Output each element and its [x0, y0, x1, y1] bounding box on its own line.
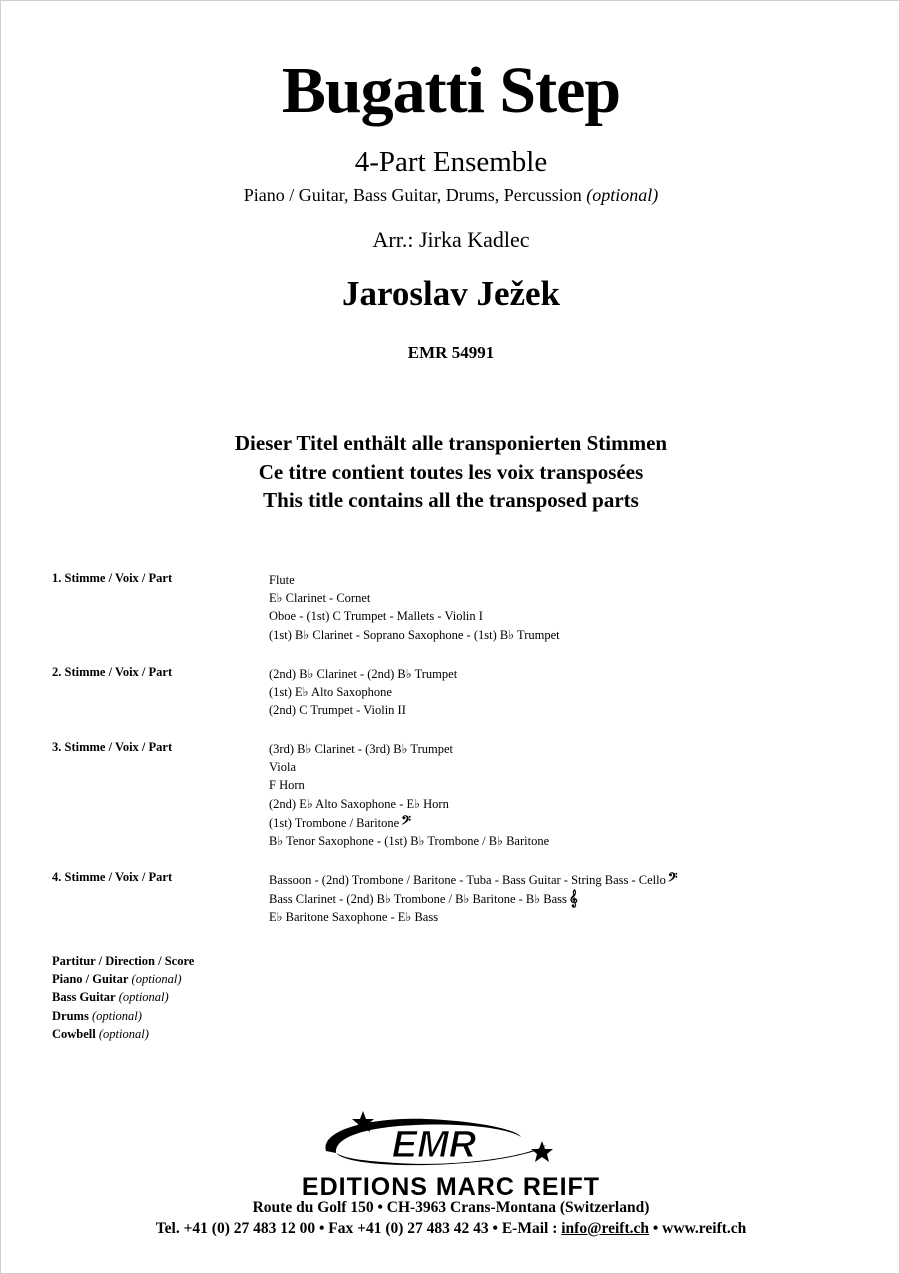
extra-item	[52, 1025, 194, 1043]
extra-parts-list	[52, 952, 194, 1043]
part-line: Bassoon - (2nd) Trombone / Baritone - Tuba - Bass Guitar - String Bass - Cello	[269, 873, 666, 887]
part-line: (3rd) B♭ Clarinet - (3rd) B♭ Trumpet	[269, 742, 453, 756]
emr-logo	[306, 1109, 566, 1175]
bass-clef-icon: 𝄢	[401, 812, 411, 831]
optional-note: (optional)	[91, 1008, 142, 1023]
optional-note: (optional)	[118, 990, 169, 1005]
optional-note: (optional)	[98, 1026, 149, 1041]
notice-line-en: This title contains all the transposed parts	[263, 488, 639, 512]
treble-clef-icon: 𝄞	[568, 889, 578, 908]
instrumentation-line	[1, 185, 900, 206]
part-1-label: 1. Stimme / Voix / Part	[52, 571, 173, 585]
composer-name: Jaroslav Ježek	[341, 274, 561, 313]
page-title: Bugatti Step	[281, 54, 621, 127]
contact-phone-fax: Tel. +41 (0) 27 483 12 00 • Fax +41 (0) 27 483 42 43 • E-Mail :	[155, 1220, 558, 1237]
extra-item-label: Cowbell	[52, 1026, 96, 1041]
part-2-label: 2. Stimme / Voix / Part	[52, 665, 173, 679]
part-4-instruments	[269, 870, 678, 927]
notice-line-fr: Ce titre contient toutes les voix transposées	[258, 459, 644, 484]
part-line: Oboe - (1st) C Trumpet - Mallets - Violin I	[269, 609, 483, 624]
part-1-instruments	[269, 571, 560, 644]
publisher-contact	[1, 1220, 900, 1238]
part-line: E♭ Clarinet - Cornet	[269, 591, 371, 606]
part-line: (2nd) C Trumpet - Violin II	[269, 703, 406, 718]
part-line: F Horn	[269, 778, 305, 793]
part-line: Bass Clarinet - (2nd) B♭ Trombone / B♭ Baritone - B♭ Bass	[269, 892, 567, 907]
part-line: E♭ Baritone Saxophone - E♭ Bass	[269, 910, 439, 925]
part-line: (2nd) B♭ Clarinet - (2nd) B♭ Trumpet	[269, 667, 458, 681]
extra-item-label: Piano / Guitar	[52, 972, 129, 987]
catalog-number: EMR 54991	[407, 343, 495, 362]
bass-clef-icon: 𝄢	[667, 870, 678, 888]
publisher-name: EDITIONS MARC REIFT	[301, 1173, 601, 1201]
part-line: B♭ Tenor Saxophone - (1st) B♭ Trombone / B♭ Baritone	[269, 834, 550, 849]
transposition-notice	[1, 429, 900, 515]
extra-item	[52, 988, 194, 1006]
extra-item-label: Partitur / Direction / Score	[52, 954, 195, 968]
extra-item	[52, 1007, 194, 1025]
extra-item	[52, 970, 194, 988]
publisher-address: Route du Golf 150 • CH-3963 Crans-Montana (Switzerland)	[252, 1199, 650, 1216]
extra-item-label: Bass Guitar	[52, 990, 116, 1005]
website-text: • www.reift.ch	[652, 1220, 747, 1237]
part-4-label: 4. Stimme / Voix / Part	[52, 870, 173, 884]
part-line: Flute	[269, 573, 295, 587]
part-line: (2nd) E♭ Alto Saxophone - E♭ Horn	[269, 796, 449, 811]
optional-note: (optional)	[131, 972, 182, 987]
star-icon	[531, 1141, 553, 1162]
part-2-instruments	[269, 665, 457, 720]
instrumentation-text: Piano / Guitar, Bass Guitar, Drums, Percussion	[243, 185, 582, 205]
part-line: (1st) Trombone / Baritone	[269, 815, 400, 830]
part-3-label: 3. Stimme / Voix / Part	[52, 740, 173, 754]
notice-line-de: Dieser Titel enthält alle transponierten Stimmen	[234, 431, 668, 455]
part-line-with-clef	[269, 813, 549, 832]
part-3-instruments	[269, 740, 549, 850]
arranger-credit: Arr.: Jirka Kadlec	[372, 227, 530, 252]
part-line-with-clef	[269, 889, 678, 908]
extra-item	[52, 952, 194, 970]
optional-note: (optional)	[586, 185, 659, 205]
ensemble-subtitle: 4-Part Ensemble	[354, 146, 548, 178]
logo-text: EMR	[391, 1124, 477, 1166]
email-link[interactable]: info@reift.ch	[561, 1220, 649, 1237]
part-line-with-clef	[269, 870, 678, 889]
extra-item-label: Drums	[52, 1008, 89, 1023]
part-line: Viola	[269, 760, 297, 775]
part-line: (1st) E♭ Alto Saxophone	[269, 685, 392, 700]
part-line: (1st) B♭ Clarinet - Soprano Saxophone - (1st) B♭ Trumpet	[269, 627, 560, 642]
